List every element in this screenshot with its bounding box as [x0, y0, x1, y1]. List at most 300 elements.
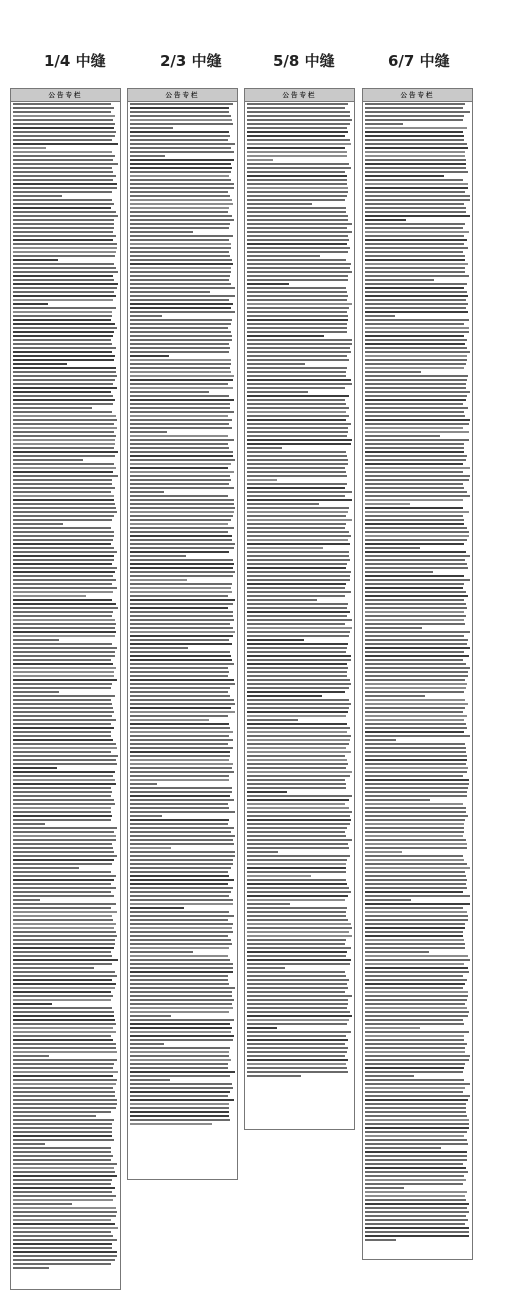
text-line	[365, 675, 468, 677]
text-line	[13, 483, 112, 485]
notice-block	[130, 559, 235, 581]
text-line	[247, 479, 277, 481]
text-line	[13, 363, 67, 365]
text-line	[247, 787, 346, 789]
notice-block	[247, 103, 352, 161]
text-line	[13, 987, 115, 989]
text-line	[13, 331, 114, 333]
text-line	[247, 899, 345, 901]
text-line	[247, 547, 323, 549]
text-line	[365, 751, 466, 753]
text-line	[13, 471, 113, 473]
text-line	[13, 143, 118, 145]
text-line	[365, 863, 467, 865]
text-line	[13, 719, 116, 721]
column-body	[363, 102, 472, 1244]
text-line	[130, 199, 232, 201]
text-line	[13, 291, 114, 293]
text-line	[130, 271, 231, 273]
text-line	[365, 1191, 467, 1193]
text-line	[247, 903, 290, 905]
text-line	[247, 1015, 352, 1017]
text-line	[247, 915, 346, 917]
text-line	[13, 1119, 114, 1121]
text-line	[247, 991, 345, 993]
text-line	[13, 1219, 111, 1221]
text-line	[130, 367, 230, 369]
text-line	[13, 435, 116, 437]
text-line	[130, 1095, 228, 1097]
text-line	[247, 1031, 351, 1033]
text-line	[365, 1079, 464, 1081]
text-line	[13, 619, 115, 621]
text-line	[247, 639, 304, 641]
text-line	[130, 375, 234, 377]
text-line	[365, 615, 466, 617]
text-line	[130, 543, 235, 545]
text-line	[130, 1103, 229, 1105]
text-line	[247, 247, 350, 249]
text-line	[247, 755, 345, 757]
text-line	[365, 195, 470, 197]
text-line	[365, 799, 430, 801]
text-line	[365, 991, 468, 993]
text-line	[365, 503, 410, 505]
text-line	[247, 967, 285, 969]
text-line	[247, 279, 348, 281]
text-line	[365, 115, 464, 117]
text-line	[365, 339, 467, 341]
notice-block	[130, 319, 235, 357]
text-line	[130, 767, 232, 769]
text-line	[247, 1019, 349, 1021]
notice-block	[13, 971, 118, 1005]
text-line	[247, 727, 350, 729]
text-line	[13, 715, 112, 717]
text-line	[365, 711, 463, 713]
text-line	[13, 651, 115, 653]
text-line	[13, 367, 116, 369]
text-line	[365, 415, 465, 417]
text-line	[13, 519, 112, 521]
text-line	[247, 579, 350, 581]
announcement-column-2	[127, 88, 238, 1180]
text-line	[130, 799, 234, 801]
text-line	[13, 1251, 117, 1253]
text-line	[247, 855, 350, 857]
notice-block	[130, 583, 235, 649]
text-line	[247, 875, 311, 877]
text-line	[13, 523, 63, 525]
text-line	[13, 615, 112, 617]
text-line	[247, 495, 345, 497]
notice-text	[247, 367, 352, 393]
text-line	[13, 1139, 114, 1141]
text-line	[13, 1235, 113, 1237]
text-line	[247, 439, 352, 441]
text-line	[247, 711, 348, 713]
notice-block	[130, 131, 235, 157]
text-line	[365, 199, 470, 201]
text-line	[247, 435, 347, 437]
text-line	[130, 1091, 230, 1093]
text-line	[365, 1015, 468, 1017]
text-line	[247, 623, 345, 625]
notice-text	[130, 819, 235, 849]
announcement-column-3	[244, 88, 355, 1130]
text-line	[247, 775, 350, 777]
text-line	[130, 459, 235, 461]
column-body	[245, 102, 354, 1080]
notice-block	[130, 819, 235, 849]
text-line	[365, 539, 467, 541]
text-line	[13, 515, 114, 517]
text-line	[13, 687, 111, 689]
text-line	[13, 207, 111, 209]
text-line	[247, 187, 348, 189]
text-line	[13, 887, 116, 889]
text-line	[247, 627, 352, 629]
text-line	[13, 1039, 113, 1041]
text-line	[247, 467, 345, 469]
text-line	[13, 439, 115, 441]
text-line	[247, 943, 345, 945]
text-line	[247, 895, 348, 897]
text-line	[365, 263, 468, 265]
text-line	[365, 639, 468, 641]
text-line	[130, 691, 228, 693]
text-line	[365, 1155, 467, 1157]
text-line	[130, 667, 228, 669]
text-line	[365, 379, 467, 381]
notice-block	[13, 1119, 118, 1145]
text-line	[247, 295, 348, 297]
text-line	[13, 951, 111, 953]
notice-block	[130, 787, 235, 817]
text-line	[130, 127, 173, 129]
text-line	[247, 331, 347, 333]
text-line	[130, 655, 231, 657]
text-line	[247, 691, 345, 693]
text-line	[13, 639, 59, 641]
text-line	[365, 239, 467, 241]
text-line	[365, 939, 464, 941]
text-line	[247, 327, 347, 329]
text-line	[130, 711, 235, 713]
text-line	[13, 843, 112, 845]
text-line	[13, 735, 111, 737]
text-line	[130, 295, 235, 297]
text-line	[130, 907, 184, 909]
text-line	[13, 1127, 112, 1129]
text-line	[365, 163, 466, 165]
notice-text	[247, 163, 352, 205]
text-line	[365, 1227, 469, 1229]
text-line	[130, 891, 231, 893]
text-line	[365, 851, 402, 853]
notice-block	[130, 159, 235, 233]
text-line	[13, 299, 113, 301]
notice-text	[247, 507, 352, 549]
text-line	[130, 643, 232, 645]
text-line	[130, 283, 231, 285]
text-line	[365, 727, 467, 729]
text-line	[130, 831, 231, 833]
text-line	[365, 1239, 396, 1241]
text-line	[130, 287, 235, 289]
text-line	[247, 371, 346, 373]
text-line	[365, 943, 465, 945]
text-line	[13, 259, 58, 261]
text-line	[247, 683, 351, 685]
text-line	[365, 707, 465, 709]
text-line	[130, 803, 228, 805]
notice-block	[130, 395, 235, 433]
text-line	[130, 103, 233, 105]
text-line	[130, 1027, 232, 1029]
text-line	[365, 623, 465, 625]
text-line	[365, 203, 464, 205]
text-line	[365, 515, 463, 517]
text-line	[247, 927, 352, 929]
notice-block	[247, 207, 352, 257]
text-line	[365, 387, 466, 389]
notice-text	[130, 955, 235, 1017]
text-line	[13, 1255, 117, 1257]
text-line	[365, 1139, 467, 1141]
text-line	[365, 763, 466, 765]
text-line	[13, 859, 114, 861]
notice-text	[13, 151, 118, 197]
text-line	[130, 227, 229, 229]
text-line	[13, 907, 111, 909]
text-line	[130, 383, 228, 385]
text-line	[365, 347, 467, 349]
text-line	[13, 979, 112, 981]
text-line	[13, 279, 114, 281]
text-line	[365, 159, 466, 161]
text-line	[130, 855, 235, 857]
text-line	[247, 231, 352, 233]
notice-text	[13, 643, 118, 693]
text-line	[130, 943, 232, 945]
notice-text	[130, 723, 235, 785]
text-line	[247, 1055, 345, 1057]
text-line	[365, 411, 464, 413]
text-line	[13, 891, 111, 893]
text-line	[13, 911, 117, 913]
text-line	[130, 1071, 235, 1073]
text-line	[365, 1051, 465, 1053]
text-line	[13, 999, 111, 1001]
text-line	[130, 111, 229, 113]
text-line	[365, 251, 463, 253]
notice-text	[365, 223, 470, 281]
text-line	[365, 1099, 468, 1101]
text-line	[130, 539, 232, 541]
text-line	[365, 803, 463, 805]
notice-text	[247, 971, 352, 1029]
text-line	[130, 179, 231, 181]
text-line	[13, 959, 118, 961]
text-line	[13, 263, 114, 265]
text-line	[247, 367, 347, 369]
text-line	[365, 1163, 463, 1165]
text-line	[13, 203, 114, 205]
notice-block	[13, 871, 118, 901]
text-line	[130, 163, 231, 165]
notice-text	[13, 103, 118, 149]
text-line	[13, 231, 113, 233]
text-line	[130, 971, 233, 973]
text-line	[13, 579, 116, 581]
text-line	[365, 891, 463, 893]
text-line	[130, 387, 233, 389]
text-line	[13, 351, 112, 353]
text-line	[365, 611, 464, 613]
text-line	[13, 655, 115, 657]
text-line	[365, 375, 468, 377]
text-line	[130, 1023, 230, 1025]
text-line	[130, 595, 228, 597]
text-line	[365, 831, 464, 833]
text-line	[365, 975, 463, 977]
text-line	[130, 411, 234, 413]
text-line	[247, 1039, 348, 1041]
text-line	[247, 539, 348, 541]
text-line	[365, 255, 465, 257]
text-line	[365, 1107, 466, 1109]
text-line	[13, 347, 116, 349]
notice-text	[13, 903, 118, 969]
text-line	[365, 967, 468, 969]
notice-text	[365, 631, 470, 697]
text-line	[365, 431, 469, 433]
text-line	[130, 551, 229, 553]
notice-text	[130, 787, 235, 817]
text-line	[13, 167, 112, 169]
text-line	[13, 1207, 116, 1209]
text-line	[130, 879, 234, 881]
text-line	[247, 1075, 301, 1077]
text-line	[365, 1023, 464, 1025]
text-line	[13, 711, 114, 713]
text-line	[13, 759, 116, 761]
text-line	[247, 379, 351, 381]
notice-block	[247, 971, 352, 1029]
text-line	[13, 183, 117, 185]
text-line	[365, 103, 465, 105]
notice-text	[130, 495, 235, 557]
text-line	[365, 447, 464, 449]
text-line	[13, 395, 113, 397]
text-line	[13, 967, 94, 969]
text-line	[365, 155, 465, 157]
text-line	[130, 1055, 229, 1057]
text-line	[130, 619, 234, 621]
text-line	[247, 219, 348, 221]
text-line	[365, 619, 464, 621]
text-line	[247, 527, 345, 529]
text-line	[13, 1051, 117, 1053]
notice-text	[247, 723, 352, 793]
text-line	[247, 267, 350, 269]
notice-text	[365, 375, 470, 437]
text-line	[365, 955, 468, 957]
text-line	[247, 887, 349, 889]
notice-text	[247, 287, 352, 337]
text-line	[247, 427, 348, 429]
text-line	[130, 335, 232, 337]
text-line	[365, 859, 464, 861]
notice-block	[247, 643, 352, 697]
text-line	[130, 1115, 229, 1117]
text-line	[130, 787, 232, 789]
notice-block	[365, 127, 470, 177]
text-line	[365, 683, 467, 685]
text-line	[130, 1107, 229, 1109]
text-line	[13, 1015, 114, 1017]
notice-block	[130, 851, 235, 909]
text-line	[130, 759, 229, 761]
column-title: 公告专栏	[245, 89, 354, 102]
notice-text	[130, 911, 235, 953]
text-line	[130, 339, 232, 341]
notice-block	[365, 803, 470, 853]
text-line	[247, 687, 349, 689]
text-line	[365, 1175, 464, 1177]
text-line	[247, 1043, 345, 1045]
text-line	[130, 991, 232, 993]
text-line	[365, 827, 464, 829]
text-line	[365, 171, 468, 173]
text-line	[247, 491, 352, 493]
notice-text	[365, 699, 470, 741]
text-line	[365, 843, 467, 845]
text-line	[247, 703, 351, 705]
text-line	[130, 947, 229, 949]
text-line	[13, 423, 114, 425]
text-line	[247, 763, 348, 765]
notice-block	[365, 699, 470, 741]
text-line	[13, 775, 113, 777]
text-line	[247, 667, 348, 669]
text-line	[130, 631, 235, 633]
text-line	[130, 975, 228, 977]
text-line	[130, 671, 229, 673]
text-line	[365, 971, 469, 973]
text-line	[247, 515, 346, 517]
text-line	[130, 159, 234, 161]
text-line	[365, 519, 464, 521]
text-line	[13, 387, 117, 389]
text-line	[13, 511, 117, 513]
text-line	[247, 595, 345, 597]
text-line	[130, 843, 234, 845]
text-line	[365, 731, 464, 733]
text-line	[365, 427, 463, 429]
text-line	[130, 1067, 228, 1069]
text-line	[365, 599, 464, 601]
text-line	[130, 811, 235, 813]
notice-block	[247, 483, 352, 505]
text-line	[247, 275, 348, 277]
text-line	[130, 203, 233, 205]
text-line	[130, 719, 209, 721]
text-line	[247, 607, 347, 609]
text-line	[130, 115, 231, 117]
text-line	[130, 591, 232, 593]
